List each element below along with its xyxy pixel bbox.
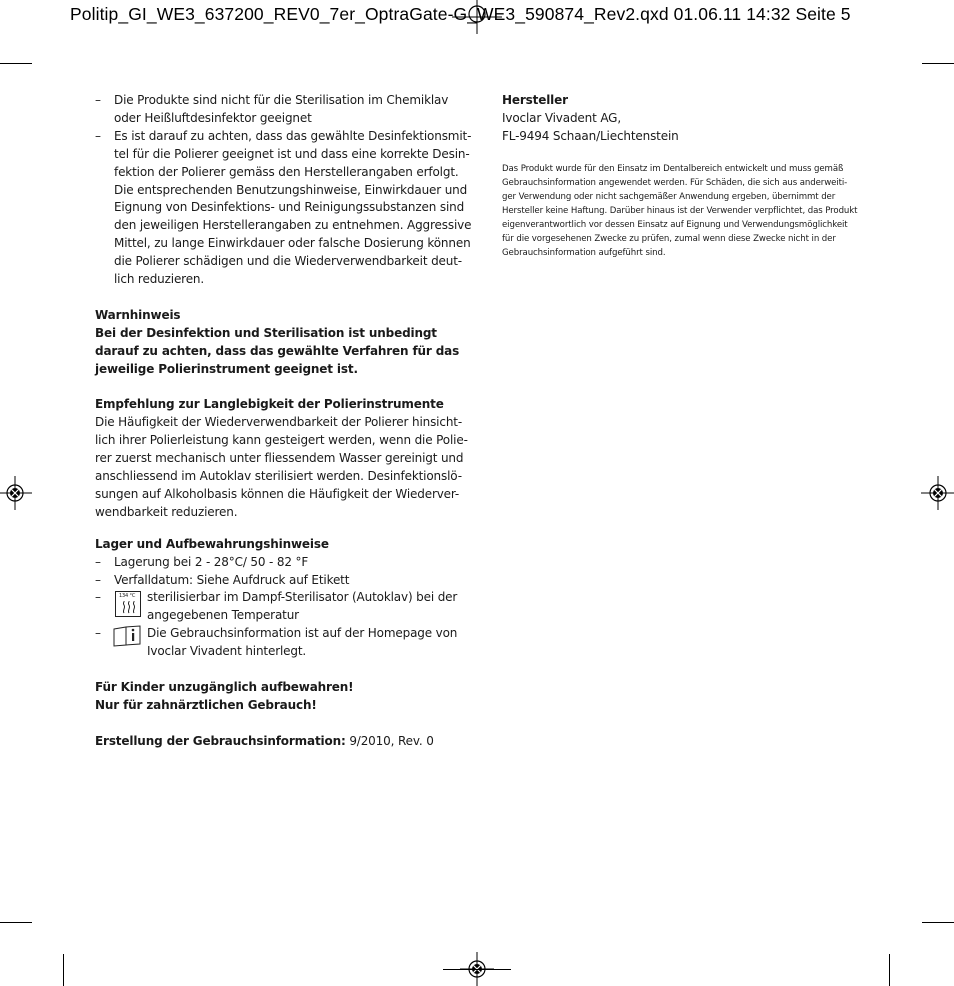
text-line: darauf zu achten, dass das gewählte Verfahren für das bbox=[95, 343, 460, 358]
text-line: für die vorgesehenen Zwecke zu prüfen, zumal wenn diese Zwecke nicht in der bbox=[502, 233, 836, 244]
list-item bbox=[95, 554, 455, 572]
creation-label: Erstellung der Gebrauchsinformation: bbox=[95, 733, 346, 748]
text-line: Ivoclar Vivadent hinterlegt. bbox=[147, 644, 307, 659]
crop-mark bbox=[0, 63, 32, 64]
registration-mark-icon bbox=[452, 0, 502, 34]
text-line: Es ist darauf zu achten, dass das gewählte Desinfektionsmit- bbox=[114, 128, 472, 143]
text-line: Mittel, zu lange Einwirkdauer oder falsche Dosierung können bbox=[114, 236, 471, 251]
list-item bbox=[95, 128, 472, 289]
crop-mark bbox=[922, 63, 954, 64]
text-line: anschliessend im Autoklav sterilisiert werden. Desinfektionslö- bbox=[95, 469, 462, 483]
text-line: Für Kinder unzugänglich aufbewahren! bbox=[95, 679, 354, 694]
text-line: Die Häufigkeit der Wiederverwendbarkeit der Polierer hinsicht- bbox=[95, 415, 463, 430]
registration-mark-icon bbox=[921, 476, 954, 510]
text-line: lich reduzieren. bbox=[114, 272, 205, 287]
text-line: Hersteller keine Haftung. Darüber hinaus ist der Verwender verpflichtet, das Produkt bbox=[502, 205, 858, 216]
list-item bbox=[95, 625, 458, 661]
text-line: angegebenen Temperatur bbox=[147, 608, 299, 623]
text-line: Ivoclar Vivadent AG, bbox=[502, 110, 621, 125]
right-column bbox=[502, 92, 862, 260]
text-line: Gebrauchsinformation angewendet werden. Für Schäden, die sich aus anderweiti- bbox=[502, 177, 848, 188]
list-item bbox=[95, 92, 455, 128]
text-line: oder Heißluftdesinfektor geeignet bbox=[114, 110, 312, 125]
registration-mark-icon bbox=[0, 476, 32, 510]
text-line: Lagerung bei 2 - 28°C/ 50 - 82 °F bbox=[114, 554, 309, 569]
crop-mark bbox=[0, 922, 32, 923]
steam-waves-icon bbox=[122, 601, 136, 614]
dash-bullet: – bbox=[95, 590, 101, 605]
text-line: lich ihrer Polierleistung kann gesteigert werden, wenn die Polie- bbox=[95, 433, 468, 448]
text-line: Verfalldatum: Siehe Aufdruck auf Etikett bbox=[114, 572, 350, 587]
text-line: rer zuerst mechanisch unter fliessendem Wasser gereinigt und bbox=[95, 451, 464, 466]
list-item bbox=[95, 572, 455, 590]
text-line: Die entsprechenden Benutzungshinweise, Einwirkdauer und bbox=[114, 182, 468, 197]
creation-value: 9/2010, Rev. 0 bbox=[345, 733, 434, 748]
steam-sterilizer-icon bbox=[115, 591, 141, 617]
text-line: Eignung von Desinfektions- und Reinigungssubstanzen sind bbox=[114, 200, 465, 215]
text-line: ger Verwendung oder nicht sachgemäßer Anwendung ergeben, übernimmt der bbox=[502, 191, 836, 202]
disclaimer bbox=[502, 162, 862, 260]
text-line: wendbarkeit reduzieren. bbox=[95, 504, 238, 519]
text-line: fektion der Polierer gemäss den Herstellerangaben erfolgt. bbox=[114, 164, 459, 179]
dash-bullet: – bbox=[95, 554, 101, 569]
warning-heading: Warnhinweis bbox=[95, 307, 181, 322]
consult-instructions-icon bbox=[113, 625, 143, 647]
dash-bullet: – bbox=[95, 93, 101, 107]
crop-mark bbox=[922, 922, 954, 923]
crop-mark bbox=[889, 954, 890, 986]
icon-label: 134 °C bbox=[119, 593, 136, 600]
text-line: Die Produkte sind nicht für die Sterilisation im Chemiklav bbox=[114, 93, 449, 107]
text-line: Bei der Desinfektion und Sterilisation ist unbedingt bbox=[95, 325, 437, 340]
text-line: sungen auf Alkoholbasis können die Häufigkeit der Wiederver- bbox=[95, 486, 460, 501]
recommendation-heading: Empfehlung zur Langlebigkeit der Polierinstrumente bbox=[95, 397, 444, 412]
list-item bbox=[95, 589, 458, 625]
slug-header bbox=[0, 0, 954, 34]
dash-bullet: – bbox=[95, 626, 101, 641]
text-line: Gebrauchsinformation aufgeführt sind. bbox=[502, 247, 666, 258]
crop-mark bbox=[63, 954, 64, 986]
crop-mark bbox=[443, 969, 511, 970]
dash-bullet: – bbox=[95, 128, 101, 143]
text-line: Das Produkt wurde für den Einsatz im Dentalbereich entwickelt und muss gemäß bbox=[502, 163, 844, 174]
text-line: eigenverantwortlich vor dessen Einsatz auf Eignung und Verwendungsmöglichkeit bbox=[502, 219, 848, 230]
text-line: Nur für zahnärztlichen Gebrauch! bbox=[95, 697, 317, 712]
storage-heading: Lager und Aufbewahrungshinweise bbox=[95, 536, 329, 551]
manufacturer-heading: Hersteller bbox=[502, 93, 568, 107]
text-line: den jeweiligen Herstellerangaben zu entnehmen. Aggressive bbox=[114, 218, 472, 233]
text-line: FL-9494 Schaan/Liechtenstein bbox=[502, 128, 679, 143]
slug-text: Politip_GI_WE3_637200_REV0_7er_OptraGate-G_WE3_590874_Rev2.qxd 01.06.11 14:32 Seite 5 bbox=[70, 4, 851, 24]
dash-bullet: – bbox=[95, 572, 101, 587]
text-line: sterilisierbar im Dampf-Sterilisator (Autoklav) bei der bbox=[147, 590, 458, 605]
left-column bbox=[95, 92, 472, 751]
text-line: die Polierer schädigen und die Wiederverwendbarkeit deut- bbox=[114, 254, 462, 269]
text-line: tel für die Polierer geeignet ist und dass eine korrekte Desin- bbox=[114, 146, 470, 161]
creation-info bbox=[95, 733, 455, 751]
text-line: jeweilige Polierinstrument geeignet ist. bbox=[95, 361, 358, 376]
text-line: Die Gebrauchsinformation ist auf der Homepage von bbox=[147, 626, 458, 641]
